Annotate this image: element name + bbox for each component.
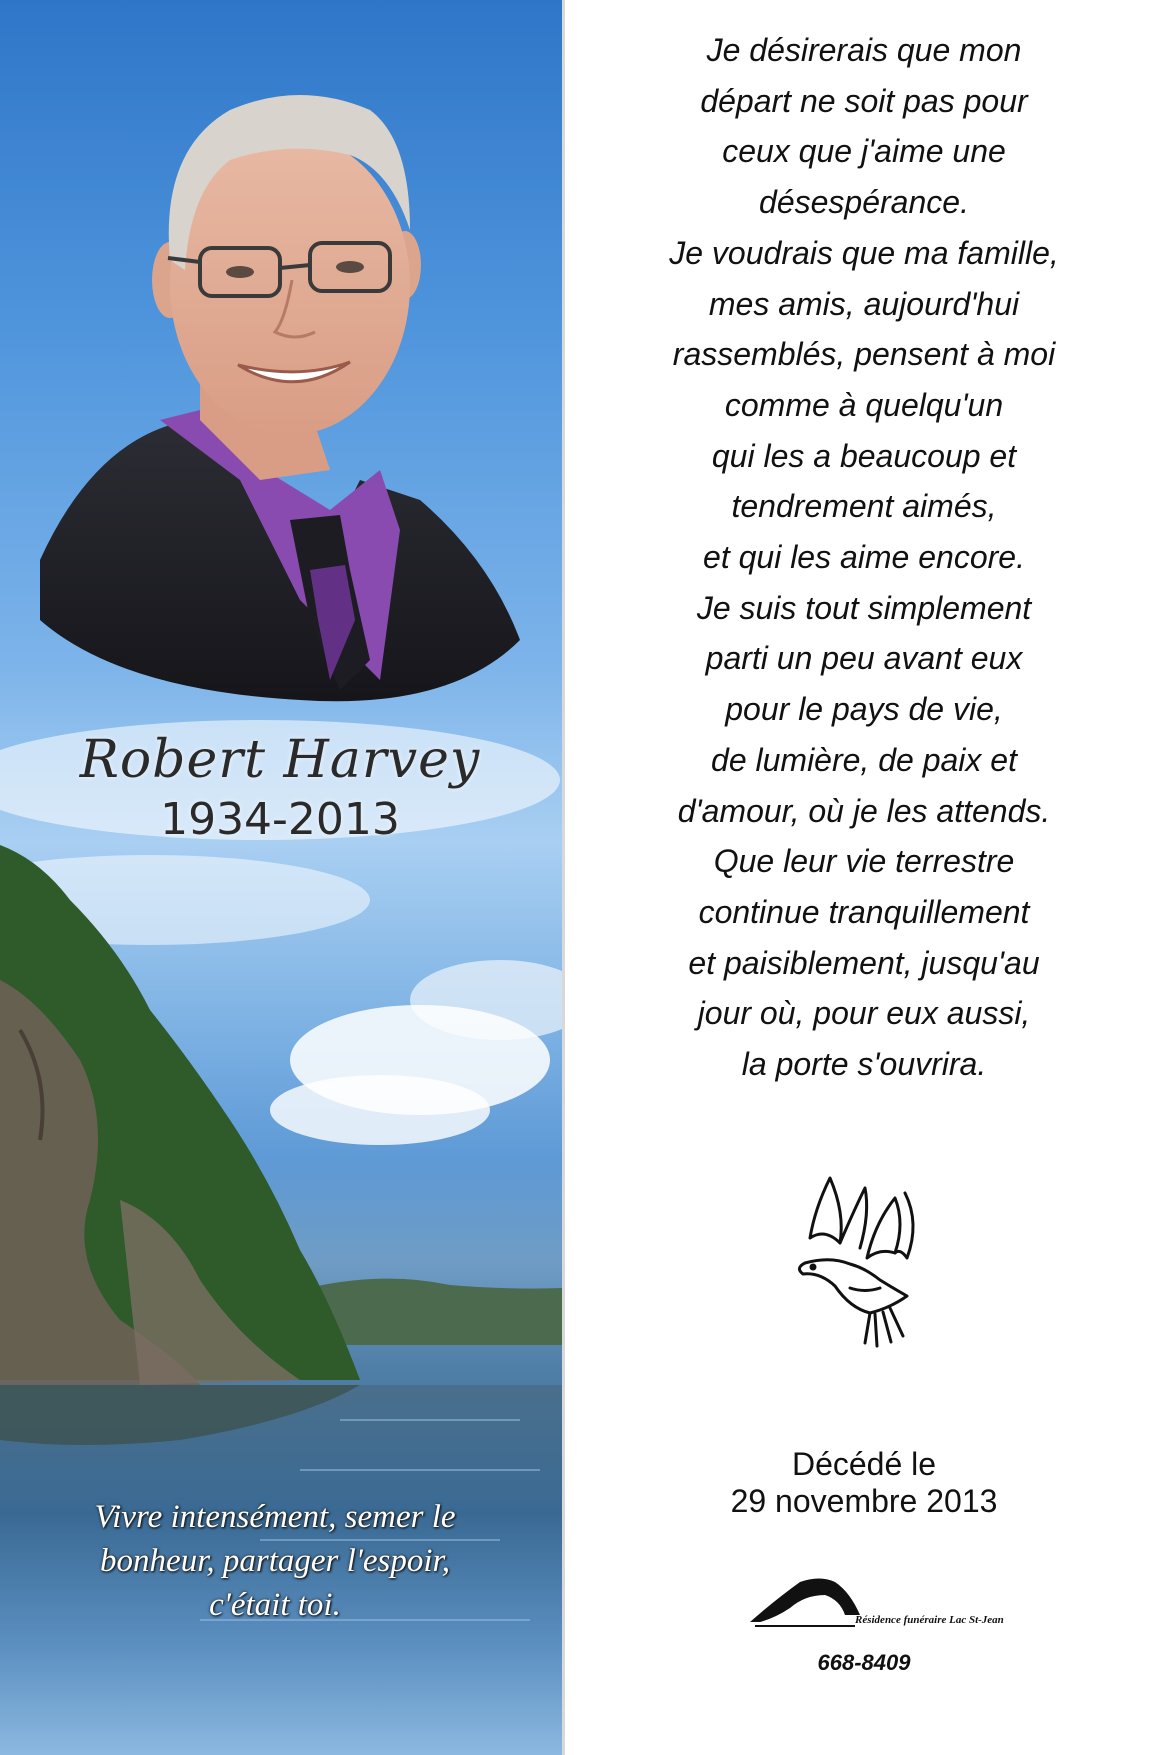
death-label: Décédé le <box>791 1446 937 1482</box>
deceased-name: Robert Harvey <box>79 730 481 790</box>
life-years: 1934-2013 <box>160 794 400 845</box>
poem-line: ceux que j'aime une <box>722 133 1006 170</box>
poem-line: départ ne soit pas pour <box>700 82 1028 119</box>
poem-line: continue tranquillement <box>698 893 1030 930</box>
poem-line: désespérance. <box>759 184 969 221</box>
dove-icon <box>795 1168 925 1368</box>
poem-line: parti un peu avant eux <box>705 640 1023 677</box>
poem-line: de lumière, de paix et <box>711 741 1017 778</box>
funeral-home-name: Résidence funéraire Lac St-Jean <box>855 1614 1004 1626</box>
photo-panel <box>0 0 562 1755</box>
poem-line: d'amour, où je les attends. <box>677 792 1051 829</box>
poem-line: jour où, pour eux aussi, <box>697 995 1031 1032</box>
name-block <box>60 730 500 846</box>
poem-line: qui les a beaucoup et <box>711 437 1017 474</box>
poem-line: Je suis tout simplement <box>696 589 1032 626</box>
poem-line: Que leur vie terrestre <box>713 843 1015 880</box>
poem-line: tendrement aimés, <box>731 488 997 525</box>
portrait-photo <box>40 95 520 701</box>
poem <box>550 25 1163 1090</box>
epitaph <box>50 1495 500 1627</box>
poem-line: la porte s'ouvrira. <box>741 1046 987 1083</box>
poem-line: rassemblés, pensent à moi <box>672 336 1056 373</box>
text-panel <box>565 0 1163 1755</box>
landscape-scene <box>0 0 562 1755</box>
poem-line: Je désirerais que mon <box>706 32 1022 68</box>
poem-line: et paisiblement, jusqu'au <box>688 944 1040 981</box>
epitaph-line: c'était toi. <box>209 1587 341 1623</box>
poem-line: pour le pays de vie, <box>725 691 1003 728</box>
funeral-home-phone: 668-8409 <box>817 1650 911 1675</box>
poem-line: et qui les aime encore. <box>703 539 1025 576</box>
poem-line: mes amis, aujourd'hui <box>708 285 1020 322</box>
poem-line: comme à quelqu'un <box>724 386 1004 423</box>
funeral-home-logo-icon <box>750 1570 860 1630</box>
epitaph-line: bonheur, partager l'espoir, <box>100 1543 450 1579</box>
epitaph-line: Vivre intensément, semer le <box>94 1499 456 1535</box>
death-date: 29 novembre 2013 <box>730 1483 998 1519</box>
death-notice <box>550 1446 1163 1520</box>
poem-line: Je voudrais que ma famille, <box>669 234 1059 271</box>
